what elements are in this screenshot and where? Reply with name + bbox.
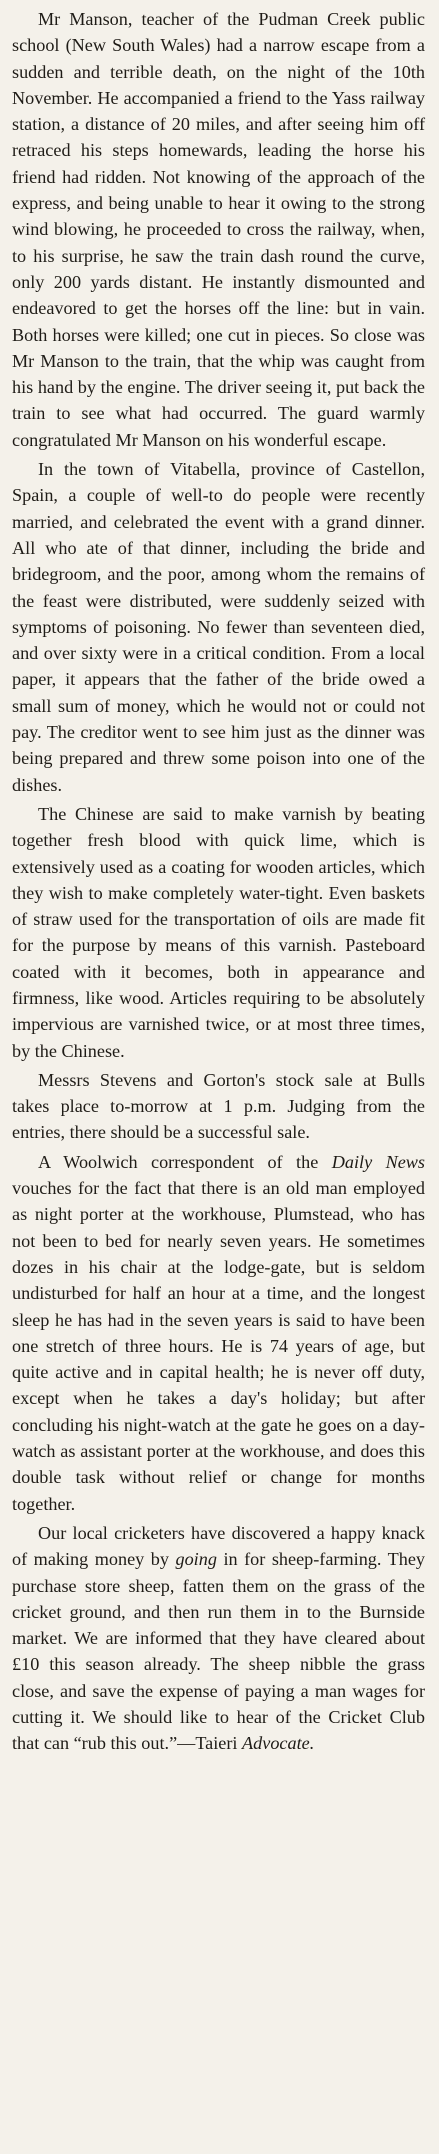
text-segment: in for sheep-farming. They purchase store sheep, fatten them on the grass of the cricket ground, and then run them in to the Burnside market. We are informed that they have cleared about £10 this season already. The sheep nibble the grass close, and save the expense of paying a man wages for cutting it. We should like to hear of the Cricket Club that can “rub this out.”—Taieri (12, 1549, 425, 1754)
text-segment: A Woolwich correspondent of the (38, 1151, 332, 1172)
paragraph-stock-sale (12, 1067, 425, 1146)
paragraph-cricketers-sheep (12, 1520, 425, 1757)
text-segment-italic: Daily News (331, 1151, 425, 1172)
paragraph-vitabella-poisoning (12, 456, 425, 798)
text-segment: vouches for the fact that there is an old man employed as night porter at the workhouse, Plumstead, who has not been to bed for nearly seven years. He sometimes dozes in his chair at the lodge-gate, but is seldom undisturbed for half an hour at a time, and the longest sleep he has had in the seven years is said to have been one stretch of three hours. He is 74 years of age, but quite active and in capital health; he is never off duty, except when he takes a day's holiday; but after concluding his night-watch at the gate he goes on a day-watch as assistant porter at the workhouse, and does this double task without relief or change for months together. (12, 1178, 425, 1514)
text-segment-italic: Advocate. (242, 1733, 315, 1754)
text-segment: In the town of Vitabella, province of Castellon, Spain, a couple of well-to do people were recently married, and celebrated the event with a grand dinner. All who ate of that dinner, including the bride and bridegroom, and the poor, among whom the remains of the feast were distributed, were suddenly seized with symptoms of poisoning. No fewer than seventeen died, and over sixty were in a critical condition. From a local paper, it appears that the father of the bride owed a small sum of money, which he would not or could not pay. The creditor went to see him just as the dinner was being prepared and threw some poison into one of the dishes. (12, 459, 425, 795)
text-segment: The Chinese are said to make varnish by beating together fresh blood with quick lime, which is extensively used as a coating for wooden articles, which they wish to make completely water-tight. Even baskets of straw used for the transportation of oils are made fit for the purpose by means of this varnish. Pasteboard coated with it becomes, both in appearance and firmness, like wood. Articles requiring to be absolutely impervious are varnished twice, or at most three times, by the Chinese. (12, 803, 425, 1061)
text-segment: Messrs Stevens and Gorton's stock sale at Bulls takes place to-morrow at 1 p.m. Judging from the entries, there should be a successful sale. (12, 1069, 425, 1143)
text-segment-italic: going (175, 1549, 217, 1570)
text-segment: Our local cricketers have discovered a happy knack of making money by (12, 1522, 425, 1570)
paragraph-woolwich-porter (12, 1149, 425, 1517)
text-segment: Mr Manson, teacher of the Pudman Creek public school (New South Wales) had a narrow escape from a sudden and terrible death, on the night of the 10th November. He accompanied a friend to the Yass railway station, a distance of 20 miles, and after seeing him off retraced his steps homewards, leading the horse his friend had ridden. Not knowing of the approach of the express, and being unable to hear it owing to the strong wind blowing, he proceeded to cross the railway, when, to his surprise, he saw the train dash round the curve, only 200 yards distant. He instantly dismounted and endeavored to get the horses off the line: but in vain. Both horses were killed; one cut in pieces. So close was Mr Manson to the train, that the whip was caught from his hand by the engine. The driver seeing it, put back the train to see what had occurred. The guard warmly congratulated Mr Manson on his wonderful escape. (12, 9, 425, 450)
paragraph-manson-escape (12, 6, 425, 453)
paragraph-chinese-varnish (12, 801, 425, 1064)
